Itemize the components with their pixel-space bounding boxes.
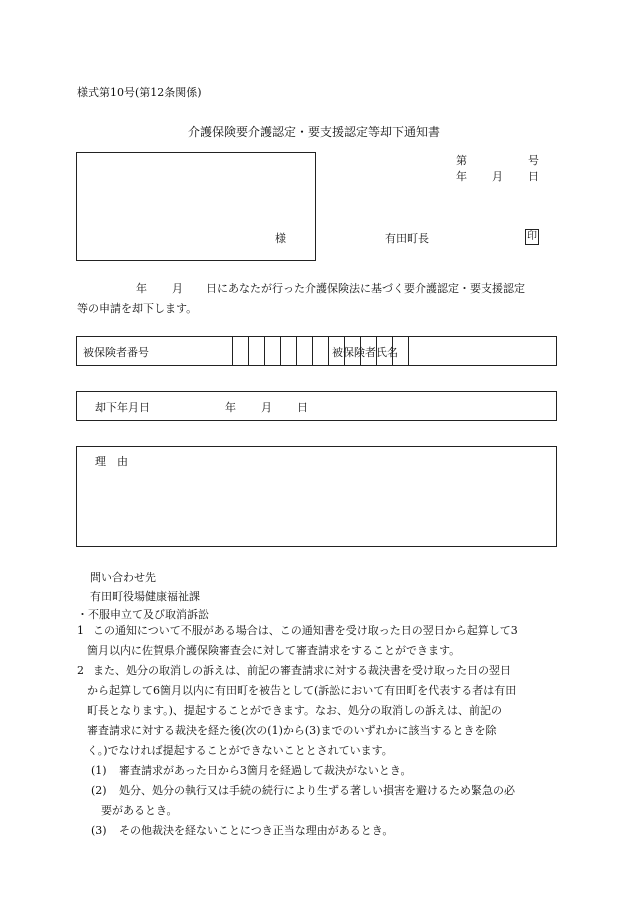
sub-3-num: (3) bbox=[91, 824, 107, 837]
addressee-suffix: 様 bbox=[275, 232, 286, 245]
date-year-label: 年 bbox=[456, 170, 467, 183]
item-2-line5: く。)でなければ提起することができないこととされています。 bbox=[87, 744, 393, 757]
digit-cell bbox=[280, 337, 296, 365]
sub-2-line2: 要があるとき。 bbox=[101, 804, 178, 817]
item-2-line1: また、処分の取消しの訴えは、前記の審査請求に対する裁決書を受け取った日の翌日 bbox=[93, 664, 511, 677]
digit-cell bbox=[296, 337, 312, 365]
appeal-heading: ・不服申立て及び取消訴訟 bbox=[77, 608, 209, 621]
issuer-name: 有田町長 bbox=[385, 232, 429, 245]
name-divider bbox=[408, 337, 409, 365]
intro-line2: 等の申請を却下します。 bbox=[77, 302, 198, 315]
intro-line1: 日にあなたが行った介護保険法に基づく要介護認定・要支援認定 bbox=[206, 282, 525, 295]
digit-cell bbox=[248, 337, 264, 365]
addressee-box bbox=[76, 152, 316, 261]
sub-2-line1: 処分、処分の執行又は手続の続行により生ずる著しい損害を避けるため緊急の必 bbox=[119, 784, 515, 797]
dai-label: 第 bbox=[456, 154, 467, 167]
item-2-line3: 町長となります。)、提起することができます。なお、処分の取消しの訴えは、前記の bbox=[87, 704, 503, 717]
form-number: 様式第10号(第12条関係) bbox=[77, 86, 202, 99]
item-2-line2: から起算して6箇月以内に有田町を被告として(訴訟において有田町を代表する者は有田 bbox=[87, 684, 517, 697]
rejection-month: 月 bbox=[261, 401, 272, 414]
intro-year: 年 bbox=[136, 282, 147, 295]
intro-month: 月 bbox=[172, 282, 183, 295]
contact-office: 有田町役場健康福祉課 bbox=[90, 590, 200, 603]
insured-info-row bbox=[76, 336, 557, 366]
reason-box bbox=[76, 446, 557, 547]
digit-cell bbox=[264, 337, 280, 365]
digit-cell bbox=[312, 337, 328, 365]
go-label: 号 bbox=[528, 154, 539, 167]
rejection-year: 年 bbox=[225, 401, 236, 414]
sub-2-num: (2) bbox=[91, 784, 107, 797]
insured-number-label: 被保険者番号 bbox=[83, 346, 149, 359]
sub-1-text: 審査請求があった日から3箇月を経過して裁決がないとき。 bbox=[119, 764, 412, 777]
seal-mark: 印 bbox=[525, 229, 539, 245]
sub-1-num: (1) bbox=[91, 764, 107, 777]
contact-label: 問い合わせ先 bbox=[90, 571, 156, 584]
document-title: 介護保険要介護認定・要支援認定等却下通知書 bbox=[188, 125, 441, 139]
rejection-date-row bbox=[76, 391, 557, 421]
sub-3-text: その他裁決を経ないことにつき正当な理由があるとき。 bbox=[119, 824, 394, 837]
reason-label: 理 由 bbox=[95, 455, 128, 468]
item-1-line2: 箇月以内に佐賀県介護保険審査会に対して審査請求をすることができます。 bbox=[87, 644, 461, 657]
item-1-line1: この通知について不服がある場合は、この通知書を受け取った日の翌日から起算して3 bbox=[93, 624, 518, 637]
date-day-label: 日 bbox=[528, 170, 539, 183]
item-2-num: 2 bbox=[77, 664, 84, 677]
insured-name-label: 被保険者氏名 bbox=[332, 346, 398, 359]
item-2-line4: 審査請求に対する裁決を経た後(次の(1)から(3)までのいずれかに該当するときを除 bbox=[87, 724, 497, 737]
date-month-label: 月 bbox=[492, 170, 503, 183]
digit-cell bbox=[232, 337, 248, 365]
rejection-date-label: 却下年月日 bbox=[95, 401, 150, 414]
rejection-day: 日 bbox=[297, 401, 308, 414]
item-1-num: 1 bbox=[77, 624, 84, 637]
